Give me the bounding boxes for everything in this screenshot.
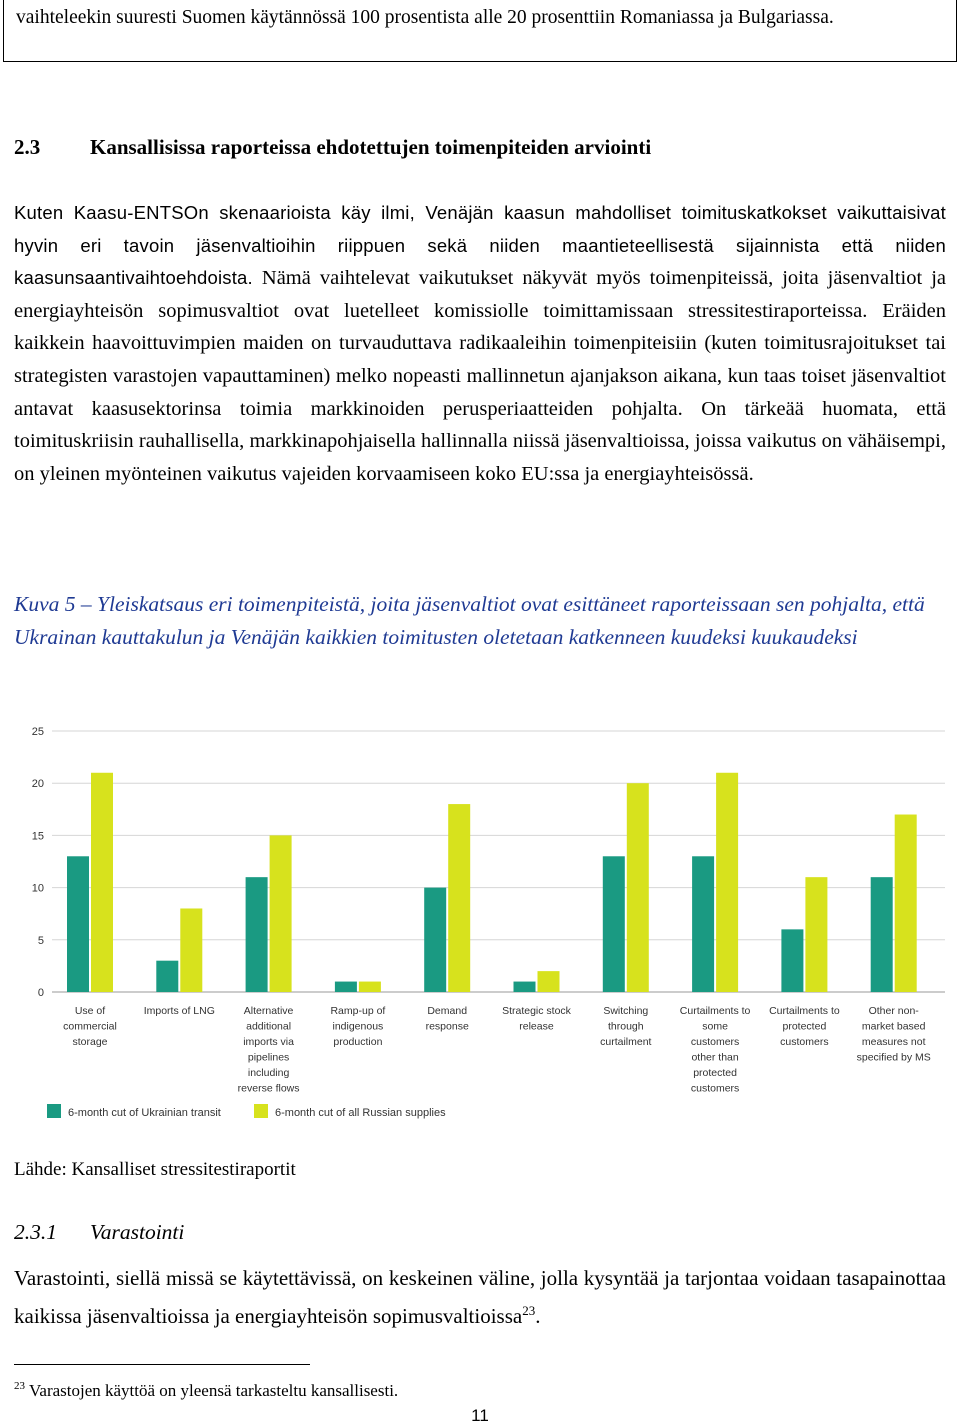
category-label: Curtailments to — [769, 1005, 840, 1017]
footnote — [14, 1374, 398, 1403]
footnote-text: Varastojen käyttöä on yleensä tarkasteltu kansallisesti. — [29, 1381, 399, 1400]
bar-all-russian-supplies — [895, 815, 917, 992]
legend-swatch-all-russian-supplies — [254, 1104, 268, 1118]
category-label: other than — [691, 1051, 739, 1064]
intro-text-box — [3, 0, 957, 62]
subsection-heading — [14, 1216, 184, 1248]
bar-ukrainian-transit — [67, 856, 89, 992]
footnote-divider — [14, 1364, 310, 1365]
bar-ukrainian-transit — [603, 856, 625, 992]
bar-ukrainian-transit — [156, 961, 178, 992]
bar-ukrainian-transit — [335, 982, 357, 992]
bar-ukrainian-transit — [514, 982, 536, 992]
legend-swatch-ukrainian-transit — [47, 1104, 61, 1118]
bar-all-russian-supplies — [270, 835, 292, 992]
storage-paragraph — [14, 1262, 946, 1332]
category-label: additional — [246, 1020, 292, 1033]
category-label: protected — [693, 1067, 737, 1079]
category-label: imports via — [243, 1036, 294, 1048]
category-label: storage — [72, 1036, 108, 1048]
category-label: response — [425, 1020, 469, 1033]
y-tick-label: 15 — [31, 830, 44, 843]
y-tick-label: 0 — [37, 987, 44, 999]
bar-all-russian-supplies — [538, 971, 560, 992]
bar-ukrainian-transit — [871, 877, 893, 992]
category-label: Use of — [74, 1005, 106, 1017]
subsection-number: 2.3.1 — [14, 1220, 57, 1244]
bar-all-russian-supplies — [627, 783, 649, 992]
category-label: customers — [690, 1036, 740, 1048]
bar-ukrainian-transit — [246, 877, 268, 992]
category-label: Ramp-up of — [330, 1005, 386, 1017]
category-label: production — [333, 1036, 383, 1048]
category-label: market based — [861, 1020, 926, 1033]
storage-paragraph-end: . — [535, 1303, 541, 1328]
section-number: 2.3 — [14, 135, 41, 159]
bar-all-russian-supplies — [448, 804, 470, 992]
bar-all-russian-supplies — [805, 877, 827, 992]
category-label: commercial — [63, 1020, 117, 1033]
y-tick-label: 20 — [31, 778, 44, 791]
category-label: release — [519, 1020, 554, 1033]
bar-all-russian-supplies — [91, 773, 113, 992]
section-heading — [14, 130, 954, 164]
category-label: reverse flows — [237, 1082, 300, 1095]
subsection-title: Varastointi — [90, 1220, 185, 1244]
bar-ukrainian-transit — [692, 856, 714, 992]
legend-label: 6-month cut of all Russian supplies — [275, 1107, 446, 1119]
category-label: curtailment — [600, 1036, 652, 1048]
category-label: Curtailments to — [679, 1005, 751, 1017]
y-tick-label: 10 — [31, 882, 44, 895]
storage-paragraph-text: Varastointi, siellä missä se käytettävissä, on keskeinen väline, jolla kysyntää ja tarjontaa voidaan tasapainottaa kaikissa jäsenvaltioissa ja energiayhteisön sopimusvaltioissa — [14, 1266, 946, 1328]
category-label: through — [607, 1020, 644, 1033]
category-label: protected — [782, 1020, 827, 1033]
y-tick-label: 25 — [31, 726, 44, 738]
category-label: Demand — [427, 1005, 468, 1017]
category-label: Strategic stock — [502, 1005, 571, 1017]
legend-label: 6-month cut of Ukrainian transit — [68, 1107, 221, 1119]
category-label: including — [247, 1067, 290, 1079]
category-label: customers — [780, 1036, 829, 1048]
bar-ukrainian-transit — [424, 888, 446, 992]
page-number: 11 — [471, 1406, 489, 1425]
body-paragraph — [14, 197, 946, 490]
y-tick-label: 5 — [37, 934, 44, 947]
category-label: Other non- — [868, 1005, 919, 1017]
category-label: some — [702, 1020, 728, 1033]
footnote-number: 23 — [14, 1380, 25, 1392]
bar-ukrainian-transit — [781, 929, 803, 992]
bar-all-russian-supplies — [180, 908, 202, 992]
bar-all-russian-supplies — [359, 982, 381, 992]
paragraph-serif-part: Nämä vaihtelevat vaikutukset näkyvät myös toimenpiteissä, joita jäsenvaltiot ja energiayhteisön sopimusvaltiot ovat luetelleet komissiolle toimittamissaan stressitestiraporteissa. Eräiden kaikkein haavoittuvimpien maiden on turvauduttava radikaaleihin toimenpiteisiin (kuten toimitusrajoitukset tai strategisten varastojen vapauttaminen) melko nopeasti mallinnetun ajanjakson aikana, kun taas toiset jäsenvaltiot antavat kaasusektorinsa toimia markkinoiden perusperiaatteiden pohjalta. On tärkeää huomata, että toimituskriisin rauhallisella, markkinapohjaisella hallinnalla niissä jäsenvaltioissa, joissa vaikutus on vähäisempi, on yleinen myönteinen vaikutus vajeiden korvaamiseen koko EU:ssa ja energiayhteisössä. — [14, 267, 946, 485]
category-label: Switching — [603, 1005, 649, 1017]
intro-text: vaihteleekin suuresti Suomen käytännössä 100 prosentista alle 20 prosenttiin Romaniassa ja Bulgariassa. — [16, 7, 834, 28]
source-note: Lähde: Kansalliset stressitestiraportit — [14, 1159, 296, 1180]
category-label: customers — [690, 1082, 740, 1095]
category-label: measures not — [861, 1036, 926, 1048]
figure-caption: Kuva 5 – Yleiskatsaus eri toimenpiteistä, joita jäsenvaltiot ovat esittäneet raporteissaan sen pohjalta, että Ukrainan kauttakulun ja Venäjän kaikkien toimitusten oletetaan katkenneen kuudeksi kuukaudeksi — [14, 592, 925, 649]
category-label: Imports of LNG — [143, 1005, 215, 1017]
section-title: Kansallisissa raporteissa ehdotettujen toimenpiteiden arviointi — [90, 135, 652, 159]
category-label: indigenous — [332, 1020, 384, 1033]
bar-all-russian-supplies — [716, 773, 738, 992]
paragraph-sans-part: Kuten Kaasu-ENTSOn skenaarioista käy ilmi, Venäjän kaasun mahdolliset toimituskatkokset vaikuttaisivat hyvin eri tavoin jäsenvaltioihin riippuen sekä niiden maantieteellisestä sijainnista että niiden kaasunsaantivaihtoehdoista. — [14, 202, 946, 289]
bar-chart — [0, 715, 960, 1135]
footnote-reference: 23 — [522, 1302, 536, 1318]
category-label: Alternative — [243, 1005, 294, 1017]
category-label: specified by MS — [856, 1051, 931, 1064]
category-label: pipelines — [247, 1051, 290, 1064]
